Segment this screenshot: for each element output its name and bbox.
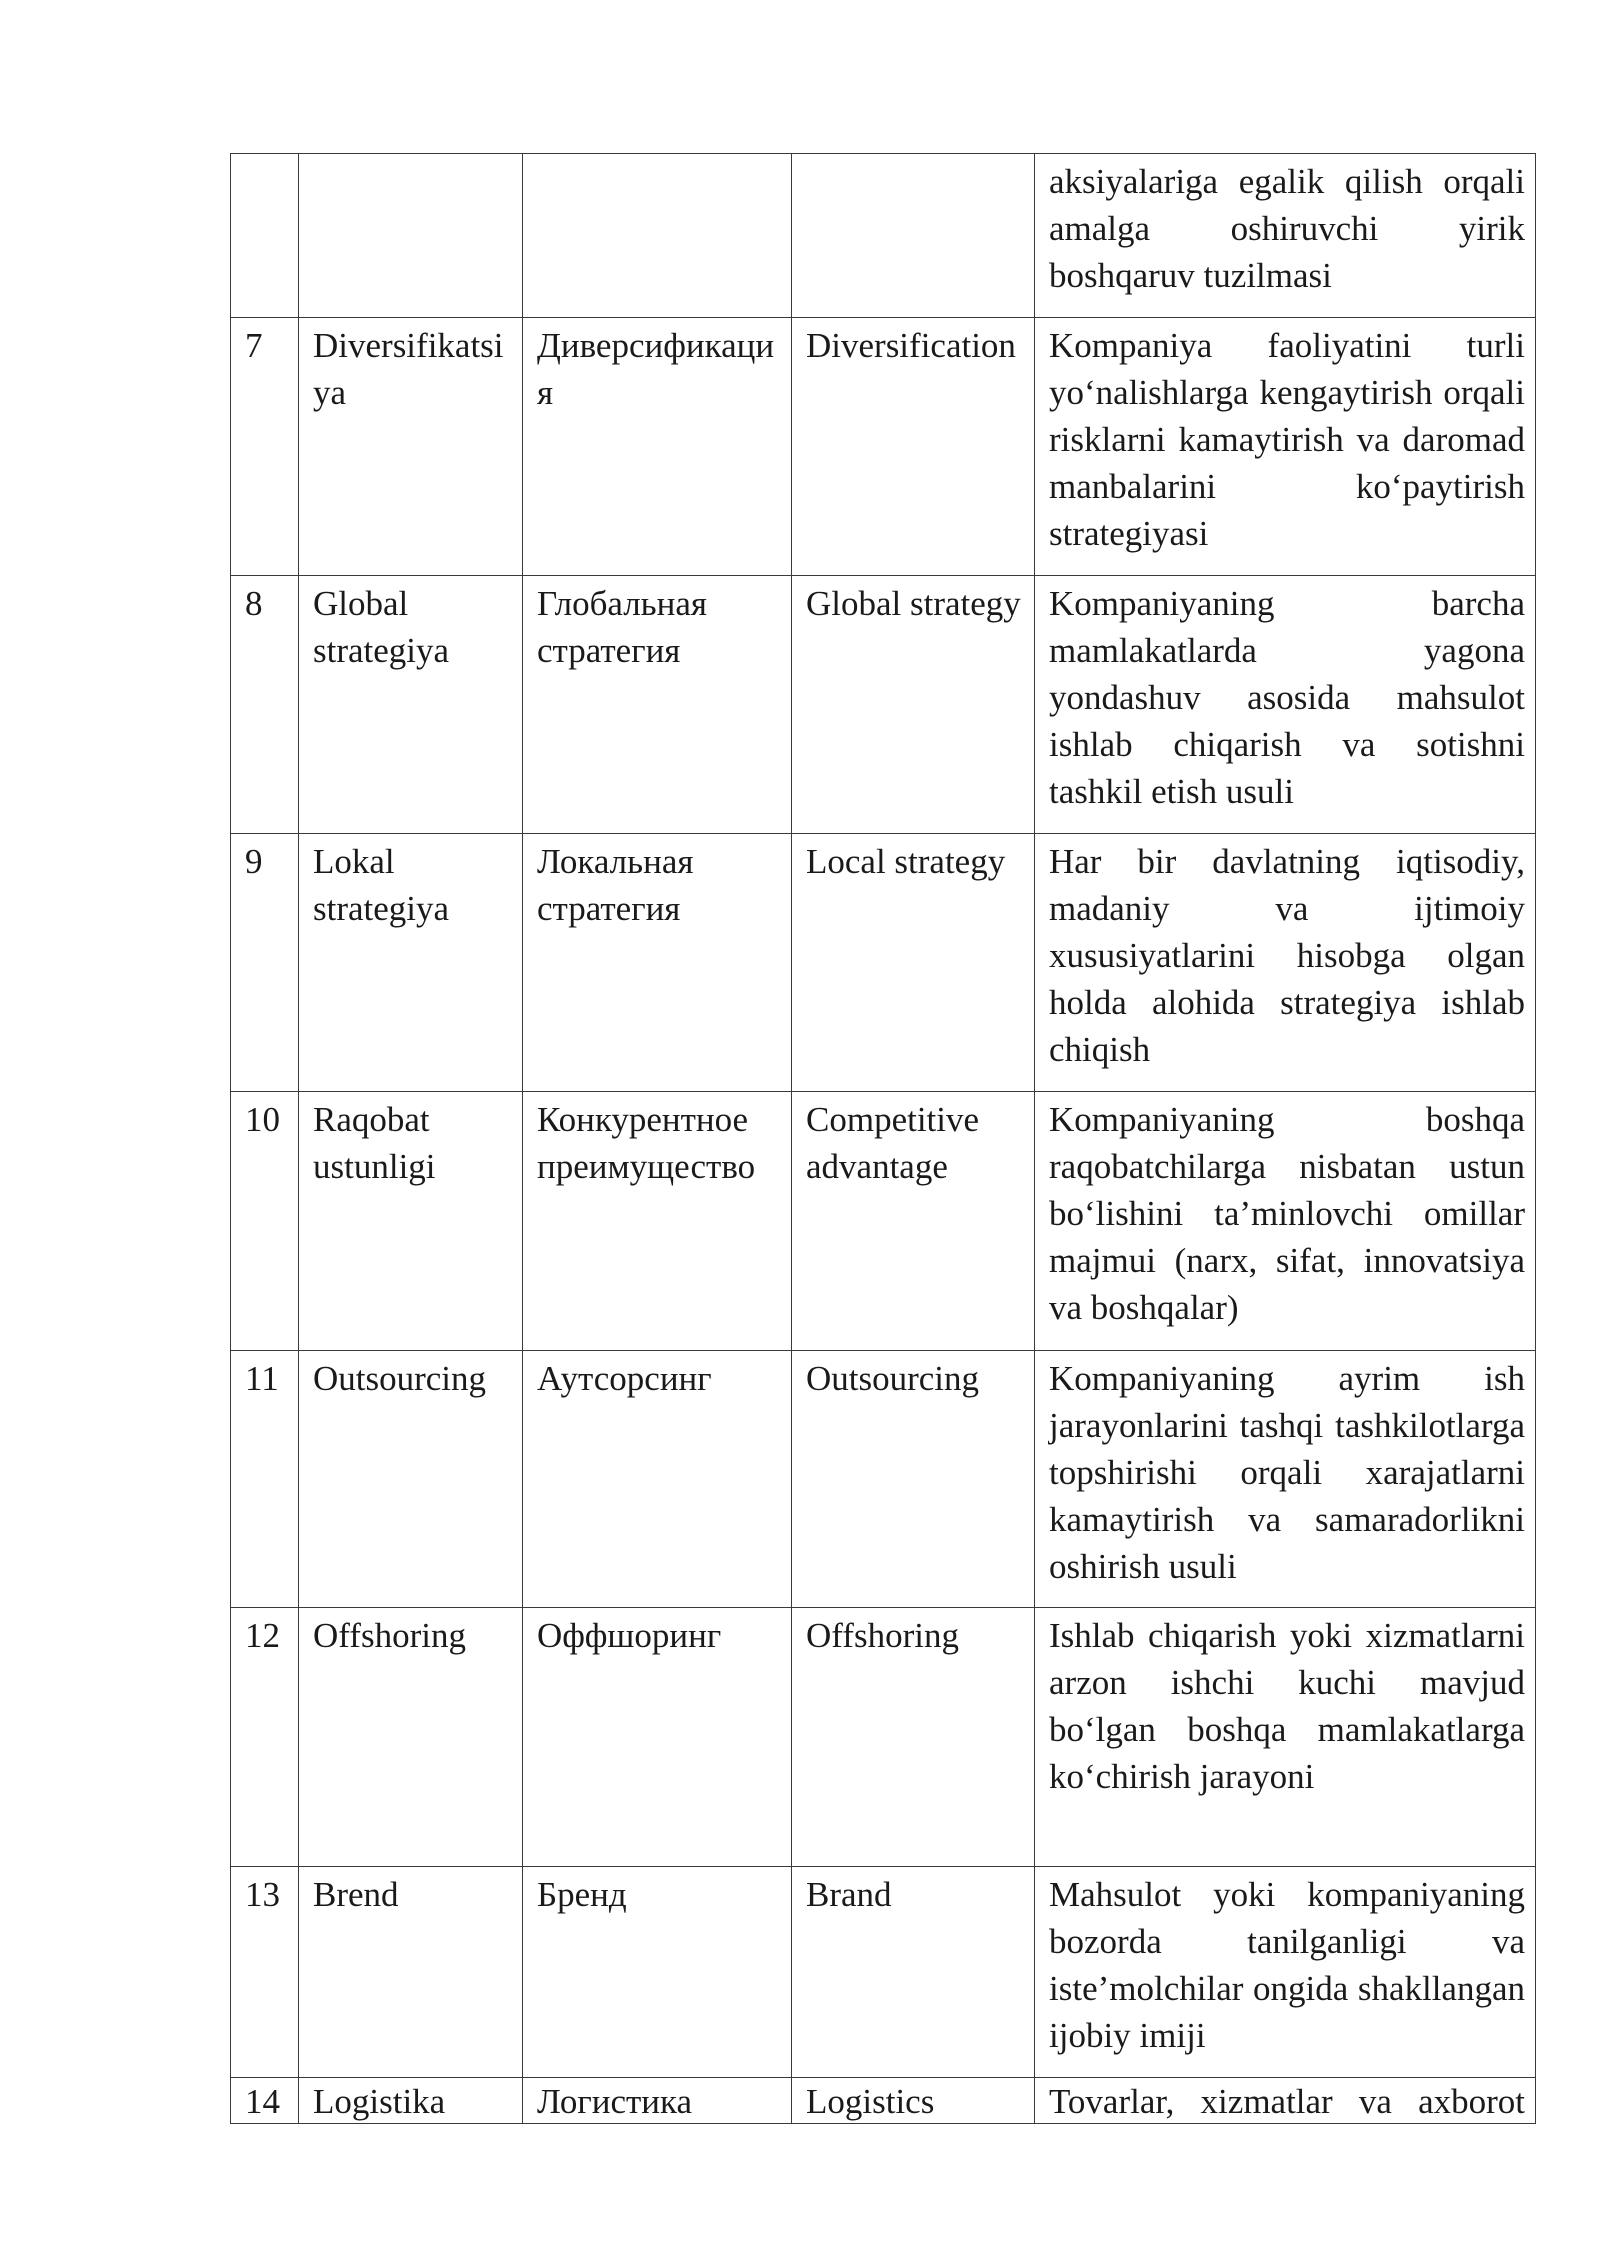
term-number: 8 — [231, 576, 299, 834]
term-number: 7 — [231, 318, 299, 576]
term-number — [231, 154, 299, 318]
term-russian: Бренд — [523, 1867, 792, 2078]
term-english: Local strategy — [792, 834, 1035, 1092]
term-english: Brand — [792, 1867, 1035, 2078]
term-definition: Mahsulot yoki kompaniyaning bozorda tanilganligi va iste’molchilar ongida shakllangan ijobiy imiji — [1035, 1867, 1536, 2078]
term-russian-text: Логистика — [537, 2082, 693, 2121]
term-number: 9 — [231, 834, 299, 1092]
table-row — [231, 154, 1536, 318]
term-english-text: Logistics — [806, 2082, 935, 2121]
table-row — [231, 1867, 1536, 2078]
term-english: Competitive advantage — [792, 1092, 1035, 1351]
term-definition: aksiyalariga egalik qilish orqali amalga oshiruvchi yirik boshqaruv tuzilmasi — [1035, 154, 1536, 318]
table-row — [231, 318, 1536, 576]
term-english: Outsourcing — [792, 1351, 1035, 1608]
table-row — [231, 576, 1536, 834]
term-definition: Ishlab chiqarish yoki xizmatlarni arzon ishchi kuchi mavjud bo‘lgan boshqa mamlakatlarga ko‘chirish jarayoni — [1035, 1608, 1536, 1867]
term-definition: Kompaniya faoliyatini turli yo‘nalishlarga kengaytirish orqali risklarni kamaytirish va daromad manbalarini ko‘paytirish strategiyasi — [1035, 318, 1536, 576]
term-definition-text: Tovarlar, xizmatlar va axborot — [1049, 2082, 1525, 2121]
table-row — [231, 1092, 1536, 1351]
term-definition: Har bir davlatning iqtisodiy, madaniy va ijtimoiy xususiyatlarini hisobga olgan holda alohida strategiya ishlab chiqish — [1035, 834, 1536, 1092]
table-row — [231, 834, 1536, 1092]
glossary-table — [230, 153, 1536, 2124]
term-uzbek: Outsourcing — [299, 1351, 523, 1608]
term-english — [792, 154, 1035, 318]
term-russian: Аутсорсинг — [523, 1351, 792, 1608]
table-row — [231, 1351, 1536, 1608]
term-russian: Глобальная стратегия — [523, 576, 792, 834]
term-uzbek: Diversifikatsiya — [299, 318, 523, 576]
term-number: 12 — [231, 1608, 299, 1867]
term-number-text: 14 — [245, 2082, 280, 2121]
term-russian: Оффшоринг — [523, 1608, 792, 1867]
term-russian: Локальная стратегия — [523, 834, 792, 1092]
term-uzbek — [299, 154, 523, 318]
term-definition — [1035, 2078, 1536, 2124]
term-uzbek-text: Logistika — [313, 2082, 446, 2121]
term-english: Offshoring — [792, 1608, 1035, 1867]
term-number — [231, 2078, 299, 2124]
table-row — [231, 1608, 1536, 1867]
term-uzbek: Lokal strategiya — [299, 834, 523, 1092]
term-definition: Kompaniyaning barcha mamlakatlarda yagona yondashuv asosida mahsulot ishlab chiqarish va sotishni tashkil etish usuli — [1035, 576, 1536, 834]
table-row — [231, 2078, 1536, 2124]
term-number: 10 — [231, 1092, 299, 1351]
term-english: Global strategy — [792, 576, 1035, 834]
term-uzbek — [299, 2078, 523, 2124]
term-uzbek: Brend — [299, 1867, 523, 2078]
term-russian — [523, 2078, 792, 2124]
term-number: 11 — [231, 1351, 299, 1608]
term-uzbek: Global strategiya — [299, 576, 523, 834]
term-uzbek: Offshoring — [299, 1608, 523, 1867]
term-definition: Kompaniyaning ayrim ish jarayonlarini tashqi tashkilotlarga topshirishi orqali xarajatlarni kamaytirish va samaradorlikni oshirish usuli — [1035, 1351, 1536, 1608]
term-russian — [523, 154, 792, 318]
term-russian: Диверсификация — [523, 318, 792, 576]
term-number: 13 — [231, 1867, 299, 2078]
term-uzbek: Raqobat ustunligi — [299, 1092, 523, 1351]
term-definition: Kompaniyaning boshqa raqobatchilarga nisbatan ustun bo‘lishini ta’minlovchi omillar majmui (narx, sifat, innovatsiya va boshqalar) — [1035, 1092, 1536, 1351]
term-english — [792, 2078, 1035, 2124]
term-russian: Конкурентное преимущество — [523, 1092, 792, 1351]
term-english: Diversification — [792, 318, 1035, 576]
